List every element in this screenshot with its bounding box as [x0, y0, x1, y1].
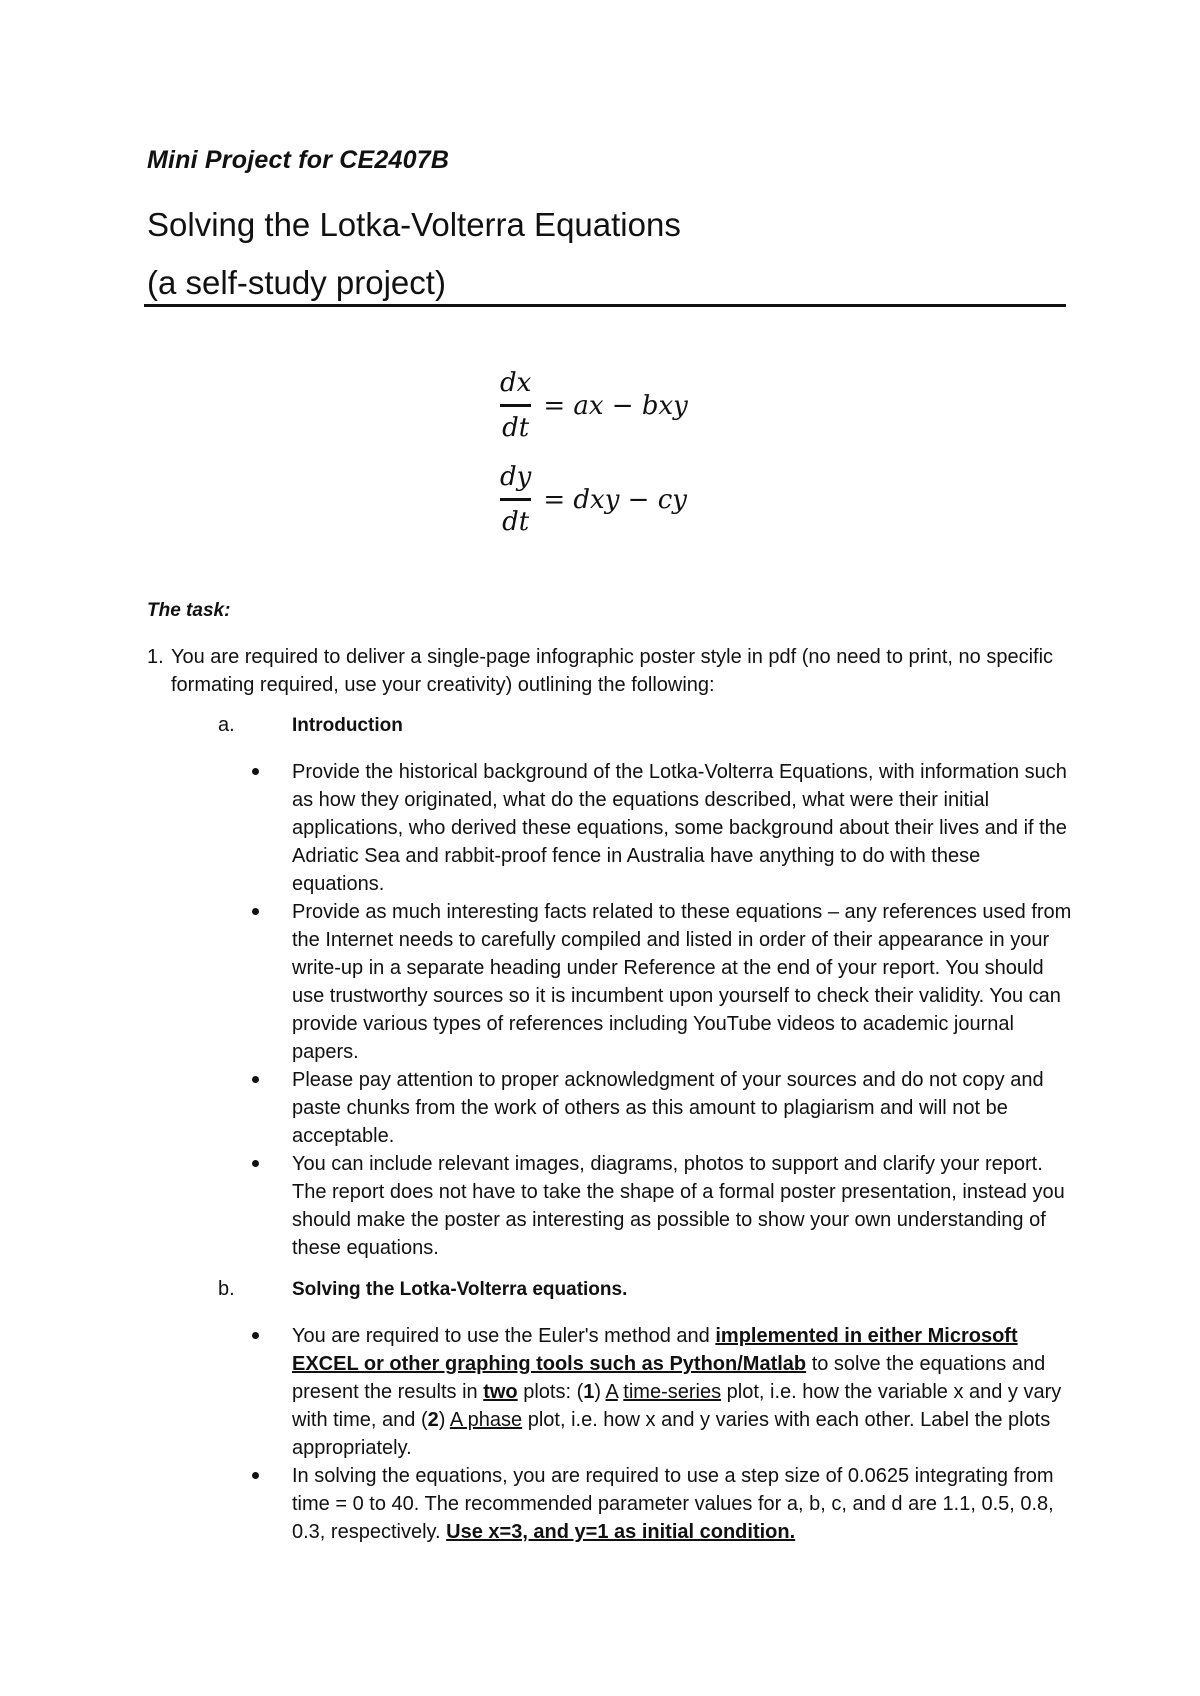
list-item: [248, 898, 1078, 1066]
bullet-text: Provide as much interesting facts related to these equations – any references used from the Internet needs to carefully compiled and listed in order of their appearance in your write-up in a separate heading under Reference at the end of your report. You should use trustworthy sources so it is incumbent upon yourself to check their validity. You can provide various types of references including YouTube videos to academic journal papers.: [292, 901, 1072, 1063]
bullet-icon: [252, 1472, 259, 1479]
bullet-icon: [252, 1076, 259, 1083]
emphasis-text: 2: [427, 1409, 439, 1431]
page-title: [147, 196, 1067, 312]
title-line-1: Solving the Lotka-Volterra Equations: [147, 206, 681, 243]
task-item-number: 1.: [147, 646, 164, 668]
fraction-numerator: dy: [500, 462, 532, 492]
section-b-letter: b.: [218, 1278, 235, 1300]
bullet-text: Please pay attention to proper acknowledgment of your sources and do not copy and paste chunks from the work of others as this amount to plagiarism and will not be acceptable.: [292, 1069, 1044, 1147]
text-run: You are required to use the Euler's method and: [292, 1325, 716, 1347]
solving-bullet-list: [248, 1322, 1078, 1546]
title-line-2: (a self-study project): [147, 264, 446, 301]
fraction-numerator: dx: [500, 368, 532, 398]
emphasis-text: implemented in either Microsoft: [715, 1325, 1018, 1347]
text-run: plot, i.e. how x and y varies with each other. Label the plots appropriately.: [292, 1409, 1051, 1459]
bullet-icon: [252, 1332, 259, 1339]
equation-dy-dt: [498, 462, 687, 537]
bullet-icon: [252, 908, 259, 915]
text-run: plots: (: [517, 1381, 584, 1403]
underlined-text: time-series: [623, 1381, 722, 1403]
text-run: to solve the equations and present the results in: [292, 1353, 1046, 1403]
equation-rhs: = dxy − cy: [543, 484, 687, 515]
text-run: plot, i.e. how the variable x and y vary with time, and (: [292, 1381, 1062, 1431]
fraction-denominator: dt: [500, 498, 531, 537]
equation-rhs: = ax − bxy: [543, 390, 688, 421]
section-b-heading: Solving the Lotka-Volterra equations.: [292, 1279, 628, 1300]
underlined-text: A phase: [449, 1409, 523, 1431]
list-item: [248, 1322, 1078, 1462]
fraction-denominator: dt: [500, 404, 531, 443]
text-run: ): [594, 1381, 606, 1403]
list-item: [248, 1150, 1078, 1262]
underlined-text: A: [605, 1381, 618, 1403]
bullet-text: You can include relevant images, diagrams, photos to support and clarify your report. The report does not have to take the shape of a formal poster presentation, instead you should make the poster as interesting as possible to show your own understanding of these equations.: [292, 1153, 1065, 1259]
equation-dx-dt: [498, 368, 688, 443]
task-item-text: You are required to deliver a single-page infographic poster style in pdf (no need to print, no specific formating required, use your creativity) outlining the following:: [171, 646, 1054, 696]
fraction-dy-dt: [498, 462, 533, 537]
text-run: In solving the equations, you are required to use a step size of 0.0625 integrating from time = 0 to 40. The recommended parameter values for a, b, c, and d are 1.1, 0.5, 0.8, 0.3, respectively.: [292, 1465, 1054, 1543]
bullet-icon: [252, 768, 259, 775]
introduction-bullet-list: [248, 758, 1078, 1262]
list-item: [248, 1462, 1078, 1546]
bullet-text: Provide the historical background of the Lotka-Volterra Equations, with information such as how they originated, what do the equations described, what were their initial applications, who derived these equations, some background about their lives and if the Adriatic Sea and rabbit-proof fence in Australia have anything to do with these equations.: [292, 761, 1067, 895]
section-a-letter: a.: [218, 714, 235, 736]
emphasis-text: Use x=3, and y=1 as initial condition.: [446, 1521, 796, 1543]
project-subtitle: Mini Project for CE2407B: [147, 146, 450, 174]
bullet-text: [292, 1465, 1054, 1543]
emphasis-text: 1: [583, 1381, 595, 1403]
text-run: ): [438, 1409, 450, 1431]
emphasis-text: two: [483, 1381, 518, 1403]
title-underline-rule: [144, 304, 1066, 307]
bullet-text: [292, 1325, 1061, 1459]
task-label: The task:: [147, 600, 231, 621]
list-item: [248, 1066, 1078, 1150]
list-item: [248, 758, 1078, 898]
fraction-dx-dt: [498, 368, 533, 443]
bullet-icon: [252, 1160, 259, 1167]
emphasis-text: EXCEL or other graphing tools such as Python/Matlab: [292, 1353, 807, 1375]
section-a-heading: Introduction: [292, 715, 403, 736]
